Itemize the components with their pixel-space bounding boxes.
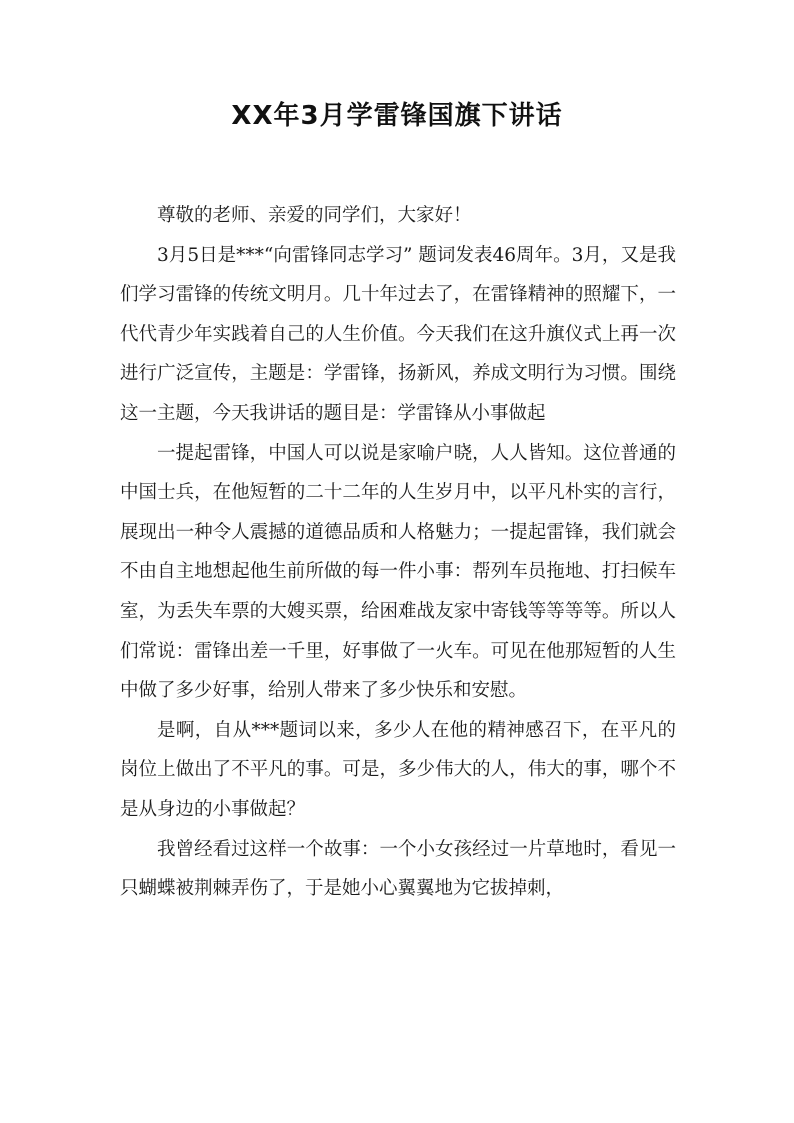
document-body [120, 196, 676, 909]
paragraph-story: 我曾经看过这样一个故事：一个小女孩经过一片草地时，看见一只蝴蝶被荆棘弄伤了，于是她小心翼翼地为它拔掉刺， [120, 838, 676, 900]
paragraph-lei-feng-deeds: 一提起雷锋，中国人可以说是家喻户晓，人人皆知。这位普通的中国士兵，在他短暂的二十二年的人生岁月中，以平凡朴实的言行，展现出一种令人震撼的道德品质和人格魅力；一提起雷锋，我们就会不由自主地想起他生前所做的每一件小事：帮列车员拖地、打扫候车室，为丢失车票的大嫂买票，给困难战友家中寄钱等等等等。所以人们常说：雷锋出差一千里，好事做了一火车。可见在他那短暂的人生中做了多少好事，给别人带来了多少快乐和安慰。 [120, 442, 676, 702]
paragraph-intro: 3月5日是***“向雷锋同志学习” 题词发表46周年。3月，又是我们学习雷锋的传统文明月。几十年过去了，在雷锋精神的照耀下，一代代青少年实践着自己的人生价值。今天我们在这升旗仪式上再一次进行广泛宣传，主题是：学雷锋，扬新风，养成文明行为习惯。围绕这一主题，今天我讲话的题目是：学雷锋从小事做起 [120, 244, 676, 424]
paragraph-small-things: 是啊，自从***题词以来，多少人在他的精神感召下，在平凡的岗位上做出了不平凡的事。可是，多少伟大的人，伟大的事，哪个不是从身边的小事做起？ [120, 719, 676, 820]
paragraph-greeting: 尊敬的老师、亲爱的同学们，大家好！ [157, 205, 472, 226]
document-title: XX年3月学雷锋国旗下讲话 [231, 101, 563, 131]
